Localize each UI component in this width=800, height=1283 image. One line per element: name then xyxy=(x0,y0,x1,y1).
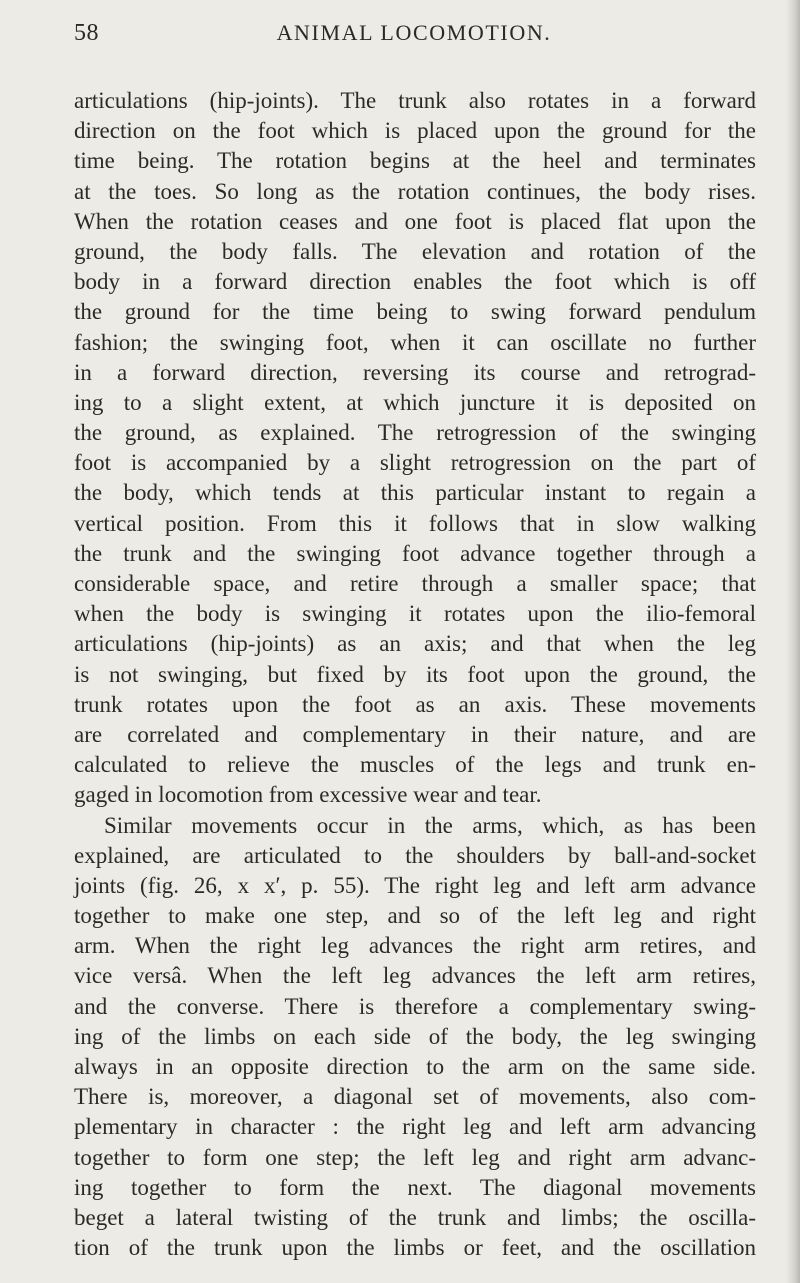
text-line: body in a forward direction enables the foot which is off xyxy=(74,269,756,295)
body-text xyxy=(74,86,756,1263)
text-line: explained, are articulated to the shoulders by ball-and-socket xyxy=(74,842,756,868)
text-line: and the converse. There is therefore a complementary swing- xyxy=(74,993,756,1019)
text-line: the body, which tends at this particular instant to regain a xyxy=(74,480,756,506)
text-line: vice versâ. When the left leg advances the left arm retires, xyxy=(74,963,756,989)
text-line: ing to a slight extent, at which juncture it is deposited on xyxy=(74,389,756,415)
text-line: articulations (hip-joints) as an axis; and that when the leg xyxy=(74,631,756,657)
text-line: arm. When the right leg advances the right arm retires, and xyxy=(74,933,756,959)
page-edge-shadow xyxy=(786,0,800,1283)
text-line: the ground, as explained. The retrogression of the swinging xyxy=(74,420,756,446)
text-line: ing together to form the next. The diagonal movements xyxy=(74,1174,756,1200)
text-line: time being. The rotation begins at the heel and terminates xyxy=(74,148,756,174)
text-line: vertical position. From this it follows that in slow walking xyxy=(74,510,756,536)
text-line: calculated to relieve the muscles of the legs and trunk en- xyxy=(74,752,756,778)
paragraph-first-line: Similar movements occur in the arms, which, as has been xyxy=(104,812,756,838)
text-line: in a forward direction, reversing its course and retrograd- xyxy=(74,359,756,385)
page-number: 58 xyxy=(74,20,99,46)
page-header xyxy=(74,20,754,52)
text-line: tion of the trunk upon the limbs or feet, and the oscillation xyxy=(74,1235,756,1261)
text-line: when the body is swinging it rotates upon the ilio-femoral xyxy=(74,601,756,627)
paragraph-last-line: gaged in locomotion from excessive wear and tear. xyxy=(74,782,542,808)
text-line: considerable space, and retire through a smaller space; that xyxy=(74,571,756,596)
running-head: ANIMAL LOCOMOTION. xyxy=(276,20,552,45)
text-line: at the toes. So long as the rotation continues, the body rises. xyxy=(74,178,756,204)
text-line: are correlated and complementary in their nature, and are xyxy=(74,721,756,747)
text-line: ing of the limbs on each side of the body, the leg swinging xyxy=(74,1023,756,1049)
text-line: articulations (hip-joints). The trunk also rotates in a forward xyxy=(74,88,756,113)
text-line: plementary in character : the right leg and left arm advancing xyxy=(74,1114,756,1140)
text-line: joints (fig. 26, x x′, p. 55). The right leg and left arm advance xyxy=(74,872,756,898)
text-line: beget a lateral twisting of the trunk and limbs; the oscilla- xyxy=(74,1204,756,1230)
text-line: is not swinging, but fixed by its foot upon the ground, the xyxy=(74,661,756,687)
text-line: trunk rotates upon the foot as an axis. These movements xyxy=(74,691,756,717)
text-line: foot is accompanied by a slight retrogression on the part of xyxy=(74,450,756,476)
text-line: direction on the foot which is placed upon the ground for the xyxy=(74,118,756,144)
text-line: the trunk and the swinging foot advance together through a xyxy=(74,540,756,566)
text-line: together to make one step, and so of the left leg and right xyxy=(74,903,756,929)
text-line: together to form one step; the left leg and right arm advanc- xyxy=(74,1144,756,1170)
text-line: There is, moreover, a diagonal set of movements, also com- xyxy=(74,1084,756,1110)
text-line: When the rotation ceases and one foot is placed flat upon the xyxy=(74,208,756,234)
text-line: fashion; the swinging foot, when it can oscillate no further xyxy=(74,329,756,355)
text-line: ground, the body falls. The elevation and rotation of the xyxy=(74,238,756,264)
text-line: the ground for the time being to swing forward pendulum xyxy=(74,299,756,325)
text-line: always in an opposite direction to the arm on the same side. xyxy=(74,1054,756,1079)
